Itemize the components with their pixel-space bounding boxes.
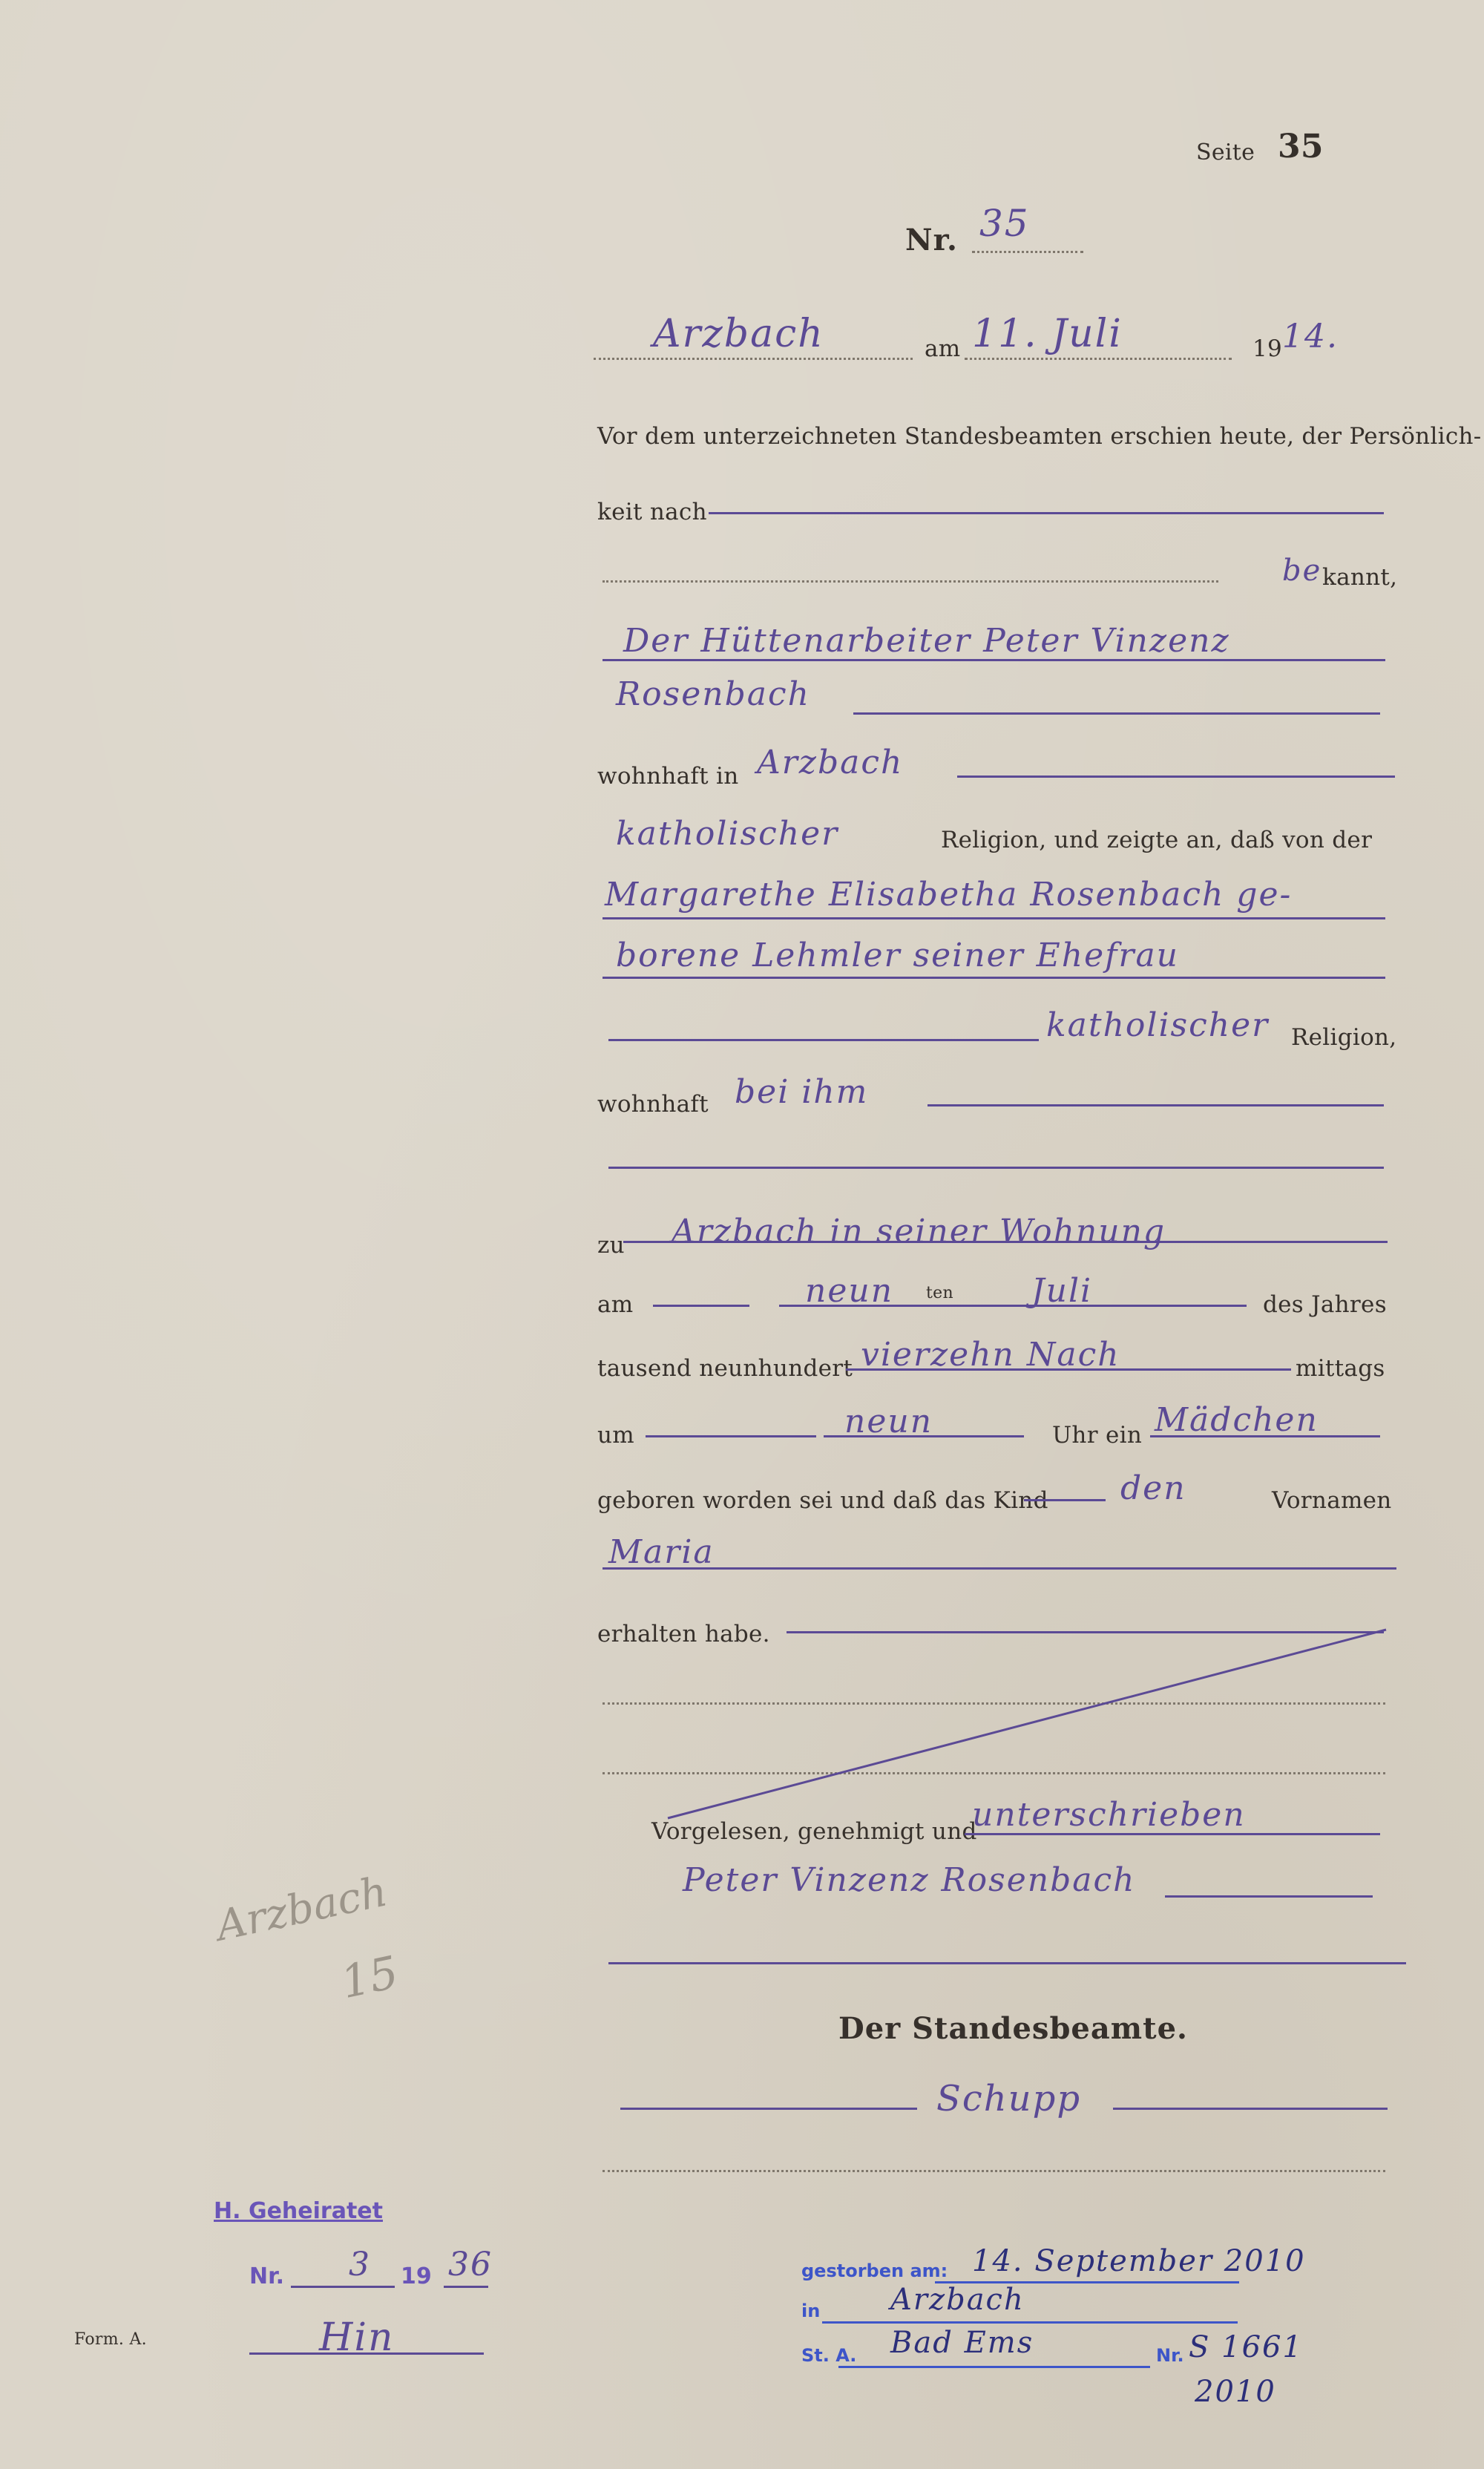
declarant-line1: Der Hüttenarbeiter Peter Vinzenz (623, 622, 1230, 660)
tausend-label: tausend neunhundert (597, 1355, 853, 1382)
marriage-nr-value: 3 (349, 2246, 371, 2283)
form-intro: Vor dem unterzeichneten Standesbeamten erschien heute, der Persönlich- (597, 423, 1482, 450)
religion-anzeige-label: Religion, und zeigte an, daß von der (941, 827, 1373, 853)
des-jahres-label: des Jahres (1263, 1291, 1387, 1318)
birth-hour: neun (844, 1403, 933, 1440)
marriage-stamp-label: H. Geheiratet (214, 2198, 383, 2224)
zu-label: zu (597, 1232, 625, 1259)
year-suffix: 14. (1282, 318, 1339, 355)
year-prefix: 19 (1252, 335, 1283, 362)
divider (838, 2366, 1150, 2368)
religion-label: Religion, (1291, 1024, 1397, 1051)
death-sta-value: Bad Ems (890, 2326, 1034, 2360)
death-nr-value: S 1661 (1189, 2330, 1303, 2364)
child-type: Mädchen (1155, 1401, 1319, 1439)
pencil-note-2: 15 (336, 1946, 403, 2010)
marriage-year-suffix: 36 (448, 2246, 493, 2283)
place-handwritten: Arzbach (653, 312, 824, 356)
am-label-2: am (597, 1291, 634, 1318)
signature-declarant: Peter Vinzenz Rosenbach (683, 1861, 1136, 1899)
form-label: Form. A. (74, 2330, 147, 2349)
uhr-ein-label: Uhr ein (1052, 1422, 1143, 1449)
page-number: 35 (1278, 128, 1324, 165)
geboren-label: geboren worden sei und daß das Kind (597, 1487, 1048, 1514)
death-sta-label: St. A. (801, 2345, 857, 2366)
register-nr-value: 35 (979, 202, 1030, 245)
ten-suffix: ten (926, 1284, 953, 1302)
date-handwritten: 11. Juli (972, 312, 1123, 356)
death-nr-label: Nr. (1156, 2345, 1184, 2366)
declarant-religion: katholischer (616, 815, 839, 853)
erhalten-label: erhalten habe. (597, 1621, 770, 1647)
death-in-label: in (801, 2301, 821, 2321)
divider (291, 2286, 395, 2288)
marriage-nr-label: Nr. (249, 2263, 285, 2289)
divider (1113, 2108, 1388, 2110)
divider (1165, 1895, 1373, 1898)
death-date: 14. September 2010 (972, 2244, 1306, 2278)
mother-residence: bei ihm (735, 1073, 869, 1111)
mother-line2: borene Lehmler seiner Ehefrau (616, 937, 1180, 974)
mittags-label: mittags (1296, 1355, 1385, 1382)
divider (444, 2286, 488, 2288)
standesbeamte-label: Der Standesbeamte. (838, 2011, 1188, 2046)
vornamen-label: Vornamen (1272, 1487, 1392, 1514)
divider (620, 2108, 917, 2110)
birth-year-words: vierzehn Nach (861, 1336, 1120, 1374)
seite-label: Seite (1196, 140, 1255, 165)
marriage-year-prefix: 19 (401, 2263, 432, 2289)
child-name: Maria (608, 1533, 715, 1571)
signature-official: Schupp (936, 2078, 1082, 2119)
child-article: den (1120, 1469, 1186, 1507)
death-gestorben-label: gestorben am: (801, 2260, 948, 2281)
vorgelesen-label: Vorgelesen, genehmigt und (651, 1818, 977, 1845)
death-nr-year: 2010 (1195, 2375, 1276, 2409)
divider (965, 1833, 1380, 1835)
register-nr-label: Nr. (905, 223, 958, 258)
um-label: um (597, 1422, 634, 1449)
residence-handwritten: Arzbach (757, 744, 904, 781)
wohnhaft-label: wohnhaft (597, 1091, 709, 1118)
signed-handwritten: unterschrieben (972, 1796, 1246, 1834)
death-place: Arzbach (890, 2283, 1025, 2317)
birth-day: neun (805, 1272, 894, 1310)
bekannt-be: be (1282, 554, 1322, 588)
divider (822, 2321, 1238, 2324)
bekannt-label: kannt, (1322, 564, 1398, 591)
divider (603, 2170, 1385, 2172)
divider (608, 1962, 1406, 1964)
birth-month: Juli (1031, 1272, 1093, 1310)
marriage-initials: Hin (319, 2315, 395, 2360)
am-label: am (925, 335, 961, 362)
declarant-line2: Rosenbach (616, 675, 810, 713)
mother-religion: katholischer (1046, 1006, 1270, 1044)
birth-place: Arzbach in seiner Wohnung (672, 1213, 1166, 1250)
mother-line1: Margarethe Elisabetha Rosenbach ge- (605, 876, 1293, 914)
wohnhaft-in-label: wohnhaft in (597, 763, 739, 790)
pencil-note-1: Arzbach (211, 1867, 392, 1951)
keit-nach-label: keit nach (597, 499, 707, 525)
